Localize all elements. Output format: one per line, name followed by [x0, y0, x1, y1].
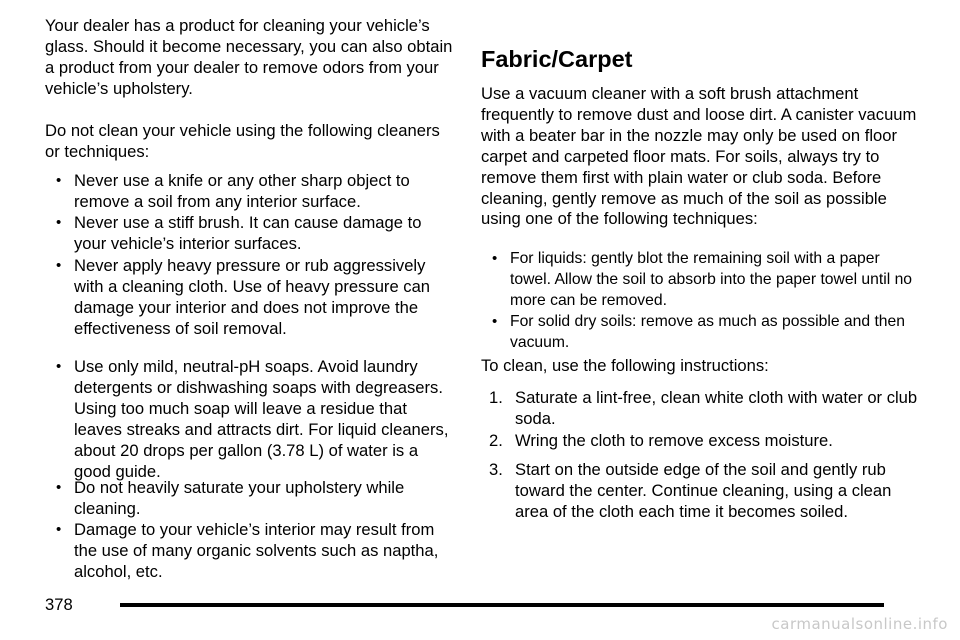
step-number: 2.	[489, 431, 503, 450]
list-item	[56, 171, 455, 213]
list-item	[56, 357, 455, 482]
bullet-icon: •	[56, 358, 62, 375]
list-item-text: Use only mild, neutral-pH soaps. Avoid laundry detergents or dishwashing soaps with degreasers. Using too much soap will leave a residue that leaves streaks and attracts dirt. For liquid cleaners, about 20 drops per gallon (3.78 L) of water is a good guide.	[74, 357, 449, 481]
step-number: 3.	[489, 460, 503, 479]
list-item	[56, 520, 455, 583]
list-item-text: Never use a stiff brush. It can cause damage to your vehicle’s interior surfaces.	[74, 213, 422, 253]
list-item-text: Damage to your vehicle’s interior may result from the use of many organic solvents such as naptha, alcohol, etc.	[74, 520, 439, 581]
step-text: Saturate a lint-free, clean white cloth with water or club soda.	[515, 388, 918, 428]
list-item	[492, 249, 921, 312]
list-item-text: Do not heavily saturate your upholstery while cleaning.	[74, 478, 405, 518]
bullet-icon: •	[492, 313, 498, 330]
section-heading: Fabric/Carpet	[481, 46, 633, 72]
bullet-icon: •	[56, 214, 62, 231]
bullet-icon: •	[56, 257, 62, 274]
bullet-icon: •	[56, 521, 62, 538]
bullet-icon: •	[56, 172, 62, 189]
step-number: 1.	[489, 388, 503, 407]
intro-paragraph: Your dealer has a product for cleaning your vehicle’s glass. Should it become necessary, you can also obtain a product from your dealer to remove odors from your vehicle’s upholstery.	[45, 16, 453, 98]
instructions-intro-paragraph: To clean, use the following instructions:	[481, 356, 769, 375]
footer-divider	[120, 603, 884, 607]
list-item	[492, 312, 921, 354]
list-item-text: Never apply heavy pressure or rub aggressively with a cleaning cloth. Use of heavy pressure can damage your interior and does not improve the effectiveness of soil removal.	[74, 256, 431, 338]
list-item	[489, 388, 921, 430]
list-item	[489, 460, 921, 523]
list-item	[56, 213, 455, 255]
step-text: Wring the cloth to remove excess moisture.	[515, 431, 833, 450]
list-item-text: For solid dry soils: remove as much as possible and then vacuum.	[510, 313, 905, 351]
vacuum-paragraph: Use a vacuum cleaner with a soft brush attachment frequently to remove dust and loose dirt. A canister vacuum with a beater bar in the nozzle may only be used on floor carpet and carpeted floor mats. For soils, always try to remove them first with plain water or club soda. Before cleaning, gently remove as much of the soil as possible using one of the following techniques:	[481, 84, 917, 229]
step-text: Start on the outside edge of the soil and gently rub toward the center. Continue cleaning, using a clean area of the cloth each time it becomes soiled.	[515, 460, 892, 521]
bullet-icon: •	[56, 479, 62, 496]
bullet-icon: •	[492, 250, 498, 267]
list-item	[56, 256, 455, 340]
list-item	[489, 431, 833, 452]
watermark: carmanualsonline.info	[771, 615, 948, 633]
page-number: 378	[45, 595, 73, 614]
cleaners-intro-paragraph: Do not clean your vehicle using the following cleaners or techniques:	[45, 121, 440, 161]
list-item-text: For liquids: gently blot the remaining soil with a paper towel. Allow the soil to absorb into the paper towel until no more can be removed.	[510, 250, 913, 309]
list-item	[56, 478, 455, 520]
list-item-text: Never use a knife or any other sharp object to remove a soil from any interior surface.	[74, 171, 410, 211]
